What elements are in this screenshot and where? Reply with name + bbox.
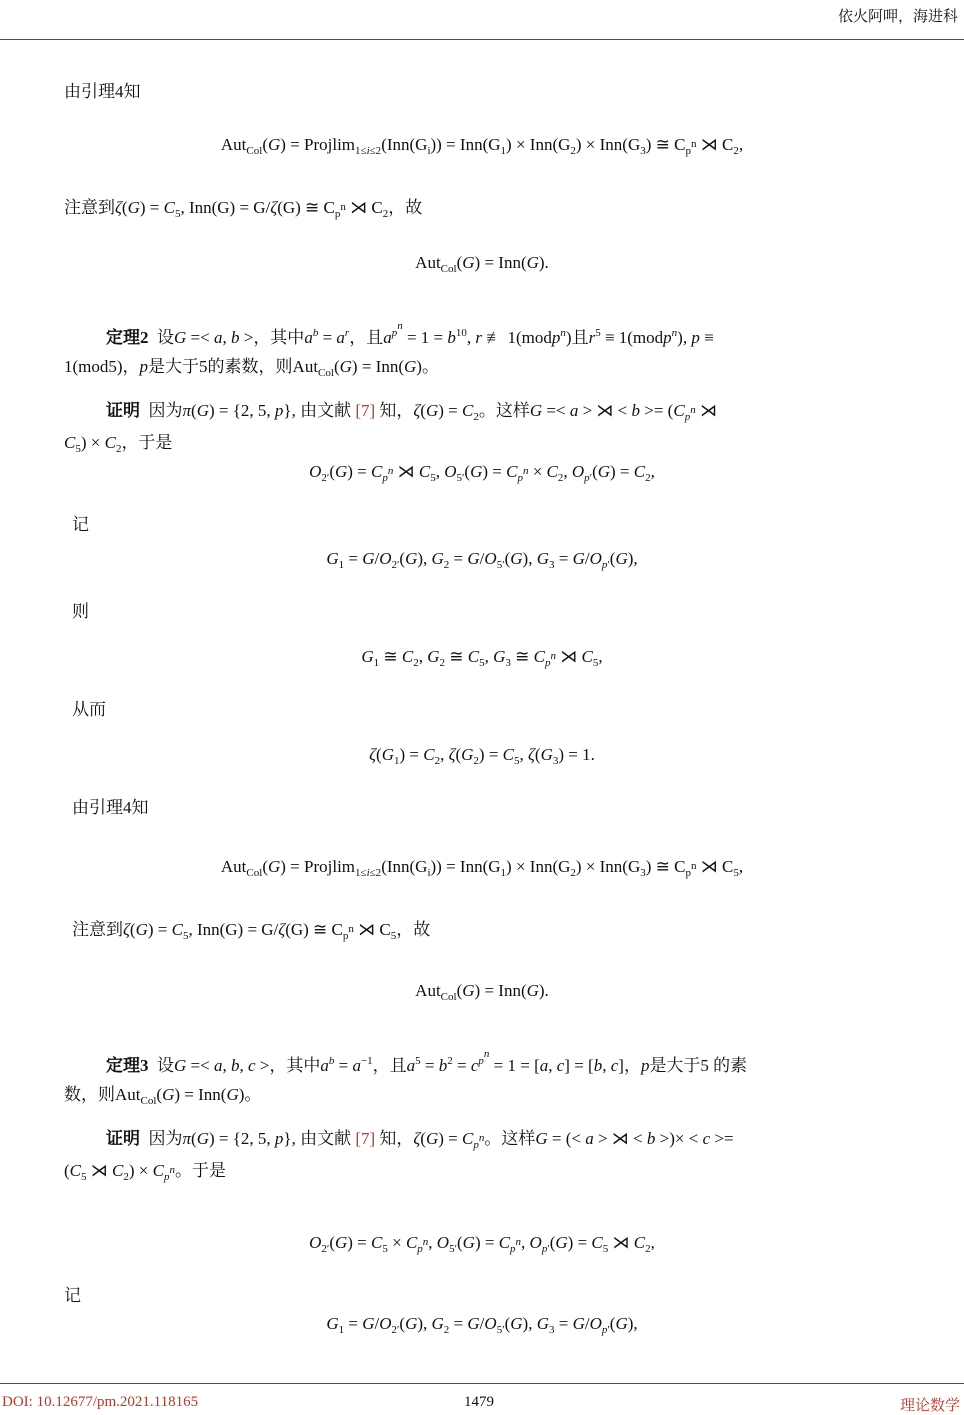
- doi-link[interactable]: DOI: 10.12677/pm.2021.118165: [2, 1394, 199, 1410]
- equation: $G_1 = G/O_{2'}(G)$, $G_2 = G/O_{5'}(G)$, $G_3 = G/O_{p'}(G)$,: [326, 1314, 638, 1336]
- equation: $G_1 = G/O_{2'}(G)$, $G_2 = G/O_{5'}(G)$, $G_3 = G/O_{p'}(G)$,: [326, 549, 638, 571]
- proof-cont: $C_5) \times C_2$，于是: [64, 433, 173, 455]
- equation: $\zeta(G_1) = C_2$, $\zeta(G_2) = C_5$, $\zeta(G_3) = 1$.: [369, 745, 595, 767]
- paragraph: 由引理4知: [72, 798, 149, 817]
- footer-rule: [0, 1383, 964, 1384]
- theorem: 定理2 设G =< a, b >，其中$a^b = a^r$，且$a^{p^n} = 1 = b^{10}$, r ≢ 1(modp$^n$)且$r^5$ ≡ 1(modp$^n$), p ≡: [106, 320, 714, 347]
- proof-cont: ($C_5$ ⋊ $C_2) \times C_{p^n}$。于是: [64, 1161, 226, 1183]
- equation: $O_{2'}(G) = C_5 \times C_{p^n}$, $O_{5'}(G) = C_{p^n}$, $O_{p'}(G) = C_5$ ⋊ $C_2$,: [309, 1233, 655, 1255]
- paragraph: 注意到$\zeta(G) = C_5$, Inn(G) = G/ζ(G) ≅ $C_{p^n}$ ⋊ $C_5$，故: [72, 920, 431, 942]
- proof: 证明 因为π(G) = {2, 5, p}, 由文献 [7] 知，$\zeta(G) = C_{p^n}$。这样G = (< a > ⋊ < b >)× < c >=: [106, 1129, 734, 1151]
- equation: $Aut_{Col}(G) = Projlim_{1\le i\le 2}(Inn(G_i)) = Inn(G_1) \times Inn(G_2) \times Inn(G_3)$ ≅ $C_{p^n}$ ⋊ $C_2$,: [220, 135, 744, 157]
- theorem: 定理3 设G =< a, b, c >，其中$a^b = a^{-1}$，且$a^5 = b^2 = c^{p^n} = 1 = [a$, c] = [b, c]，p是大于5 的素: [106, 1048, 748, 1075]
- citation-link[interactable]: [7]: [355, 401, 376, 420]
- paragraph: 从而: [72, 700, 106, 719]
- paragraph: 注意到$\zeta(G) = C_5$, Inn(G) = G/ζ(G) ≅ $C_{p^n}$ ⋊ $C_2$，故: [64, 198, 423, 220]
- paragraph: 记: [72, 515, 89, 534]
- theorem-cont: 数，则Aut$_{Col}$(G) = Inn(G)。: [64, 1085, 262, 1107]
- equation: $O_{2'}(G) = C_{p^n}$ ⋊ $C_5$, $O_{5'}(G) = C_{p^n} \times C_2$, $O_{p'}(G) = C_2$,: [309, 462, 655, 484]
- paragraph: 记: [64, 1286, 81, 1305]
- theorem-cont: 1(mod5)，p是大于5的素数，则Aut$_{Col}$(G) = Inn(G)。: [64, 357, 439, 379]
- proof: 证明 因为π(G) = {2, 5, p}, 由文献 [7] 知，$\zeta(G) = C_2$。这样G =< a > ⋊ < $b >= (C_{p^n}$ ⋊: [106, 401, 717, 423]
- equation: Aut$_{Col}$(G) = Inn(G).: [415, 981, 549, 1003]
- journal-name[interactable]: 理论数学: [899, 1398, 960, 1414]
- citation-link[interactable]: [7]: [355, 1129, 376, 1148]
- equation: $Aut_{Col}(G) = Projlim_{1\le i\le 2}(Inn(G_i)) = Inn(G_1) \times Inn(G_2) \times Inn(G_3)$ ≅ $C_{p^n}$ ⋊ $C_5$,: [220, 857, 744, 879]
- paragraph: 则: [72, 602, 89, 621]
- running-header: 依火阿呷，海进科: [837, 7, 958, 25]
- paragraph: 由引理4知: [64, 82, 141, 101]
- header-rule: [0, 39, 964, 40]
- equation: Aut$_{Col}$(G) = Inn(G).: [415, 253, 549, 275]
- equation: $G_1$ ≅ $C_2$, $G_2$ ≅ $C_5$, $G_3$ ≅ $C_{p^n}$ ⋊ $C_5$,: [361, 647, 603, 669]
- page-number: 1479: [464, 1394, 494, 1410]
